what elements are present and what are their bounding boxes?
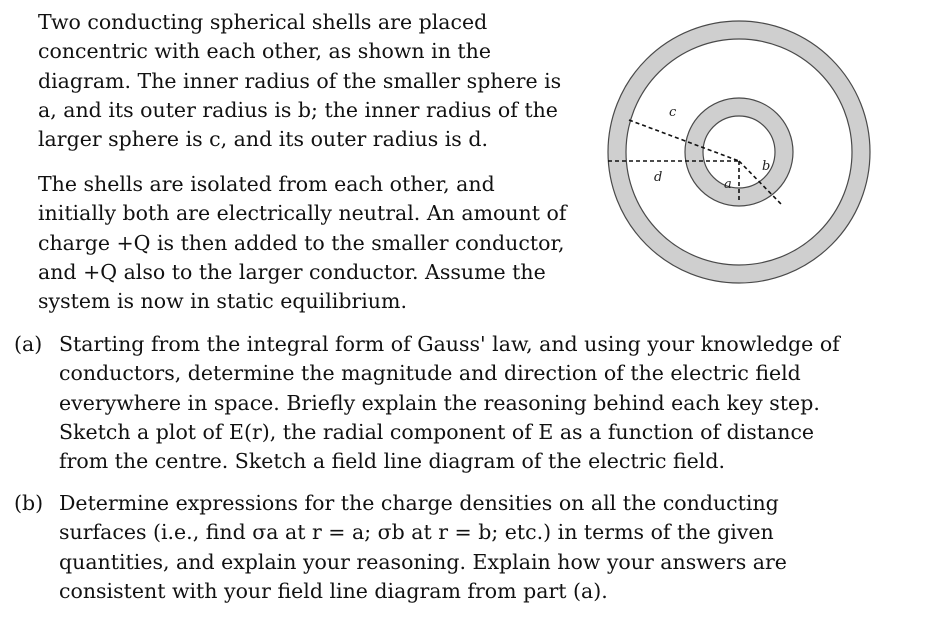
text-line: conductors, determine the magnitude and direction of the electric field (59, 361, 801, 386)
text-line: initially both are electrically neutral. An amount of (38, 201, 567, 226)
part-a-label: (a) (14, 332, 43, 356)
label-d: d (654, 170, 663, 185)
question-part-b (14, 489, 934, 606)
intro-paragraph-2 (38, 170, 598, 316)
text-line: charge +Q is then added to the smaller conductor, (38, 230, 565, 255)
label-a: a (724, 177, 732, 192)
text-line: concentric with each other, as shown in the (38, 39, 491, 64)
text-line: Starting from the integral form of Gauss' law, and using your knowledge of (59, 332, 840, 356)
text-line: Sketch a plot of E(r), the radial component of E as a function of distance (59, 419, 815, 444)
text-line: larger sphere is c, and its outer radius is d. (38, 127, 488, 152)
part-b-body (59, 489, 934, 606)
text-line: The shells are isolated from each other, and (38, 172, 495, 196)
text-line: consistent with your field line diagram from part (a). (59, 578, 608, 603)
text-line: from the centre. Sketch a field line diagram of the electric field. (59, 449, 725, 474)
text-line: quantities, and explain your reasoning. Explain how your answers are (59, 549, 787, 574)
part-b-label: (b) (14, 491, 44, 515)
label-b: b (762, 159, 771, 174)
text-line: Determine expressions for the charge densities on all the conducting (59, 491, 779, 515)
text-line: surfaces (i.e., find σa at r = a; σb at r = b; etc.) in terms of the given (59, 520, 774, 545)
text-line: system is now in static equilibrium. (38, 289, 407, 314)
text-line: a, and its outer radius is b; the inner radius of the (38, 97, 558, 122)
text-line: diagram. The inner radius of the smaller sphere is (38, 68, 562, 93)
concentric-shells-diagram (606, 18, 872, 286)
text-line: everywhere in space. Briefly explain the reasoning behind each key step. (59, 390, 820, 415)
part-a-body (59, 330, 934, 476)
text-line: and +Q also to the larger conductor. Assume the (38, 259, 546, 284)
label-c: c (669, 105, 677, 120)
text-line: Two conducting spherical shells are placed (38, 10, 488, 34)
intro-paragraph-1 (38, 8, 598, 154)
question-part-a (14, 330, 934, 476)
